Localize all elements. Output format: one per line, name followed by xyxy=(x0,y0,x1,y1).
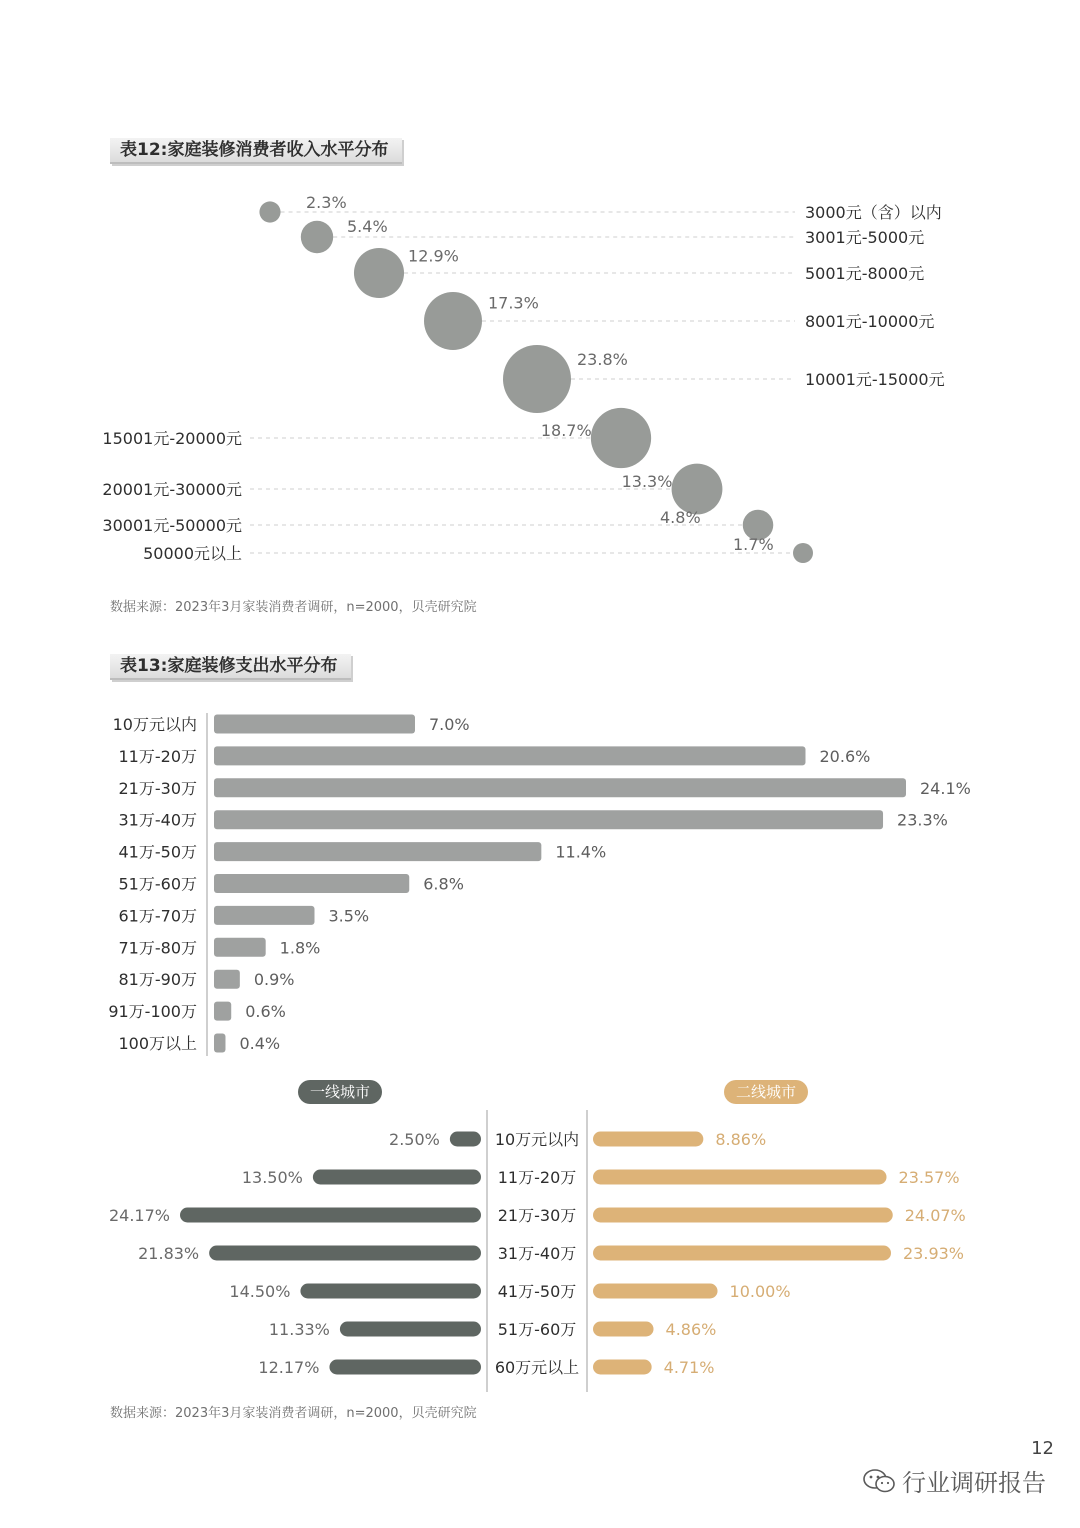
tier-category-label: 51万-60万 xyxy=(497,1320,577,1339)
wechat-icon xyxy=(862,1468,896,1494)
tier2-value-label: 24.07% xyxy=(904,1206,966,1225)
tier1-city-legend: 一线城市 xyxy=(298,1080,382,1104)
tier1-value-label: 11.33% xyxy=(268,1320,330,1339)
tier1-bar xyxy=(340,1322,481,1337)
tier2-bar xyxy=(593,1360,652,1375)
chart13-source: 数据来源：2023年3月家装消费者调研，n=2000，贝壳研究院 xyxy=(110,1406,477,1421)
chart12-title: 表12:家庭装修消费者收入水平分布 xyxy=(110,138,402,164)
spending-category-label: 91万-100万 xyxy=(108,1002,197,1022)
tier1-value-label: 13.50% xyxy=(241,1168,303,1187)
tier1-bar xyxy=(313,1170,481,1185)
tier-category-label: 11万-20万 xyxy=(497,1168,577,1187)
spending-category-label: 61万-70万 xyxy=(118,906,197,926)
income-range-label: 3001元-5000元 xyxy=(805,228,925,247)
spending-value-label: 20.6% xyxy=(819,746,871,766)
tier2-bar xyxy=(593,1284,718,1299)
spending-category-label: 11万-20万 xyxy=(118,746,197,766)
tier2-value-label: 4.86% xyxy=(665,1320,717,1339)
watermark xyxy=(862,1463,1046,1498)
income-range-label: 5001元-8000元 xyxy=(805,264,925,283)
tier2-bar xyxy=(593,1170,887,1185)
page-number: 12 xyxy=(1031,1438,1054,1459)
income-value-label: 12.9% xyxy=(408,246,459,266)
tier1-value-label: 21.83% xyxy=(138,1244,200,1263)
tier2-bar xyxy=(593,1208,893,1223)
income-value-label: 4.8% xyxy=(660,508,701,527)
tier1-value-label: 14.50% xyxy=(229,1282,291,1301)
tier2-value-label: 10.00% xyxy=(729,1282,791,1301)
spending-value-label: 0.4% xyxy=(239,1034,281,1053)
spending-category-label: 21万-30万 xyxy=(118,778,197,798)
tier-category-label: 10万元以内 xyxy=(494,1130,580,1149)
income-range-label: 10001元-15000元 xyxy=(805,370,945,389)
income-range-label: 30001元-50000元 xyxy=(102,516,242,535)
income-value-label: 17.3% xyxy=(487,293,539,313)
tier-category-label: 41万-50万 xyxy=(497,1282,577,1301)
income-value-label: 18.7% xyxy=(540,421,592,440)
income-range-label: 15001元-20000元 xyxy=(102,429,242,448)
tier2-bar xyxy=(593,1322,654,1337)
spending-category-label: 51万-60万 xyxy=(118,874,197,894)
spending-value-label: 0.9% xyxy=(253,970,295,990)
tier1-value-label: 12.17% xyxy=(258,1358,320,1377)
chart13-title: 表13:家庭装修支出水平分布 xyxy=(110,654,351,680)
income-range-label: 50000元以上 xyxy=(143,544,242,563)
spending-category-label: 41万-50万 xyxy=(118,842,197,862)
income-value-label: 23.8% xyxy=(577,349,628,369)
spending-value-label: 24.1% xyxy=(920,778,971,798)
tier1-bar xyxy=(300,1284,481,1299)
tier2-value-label: 4.71% xyxy=(663,1358,715,1377)
income-value-label: 1.7% xyxy=(733,535,774,554)
tier2-value-label: 8.86% xyxy=(715,1130,767,1149)
spending-value-label: 1.8% xyxy=(279,938,321,958)
tier1-bar xyxy=(180,1208,481,1223)
tier2-value-label: 23.57% xyxy=(898,1168,960,1187)
tier1-value-label: 2.50% xyxy=(389,1130,440,1149)
spending-value-label: 7.0% xyxy=(428,715,470,734)
spending-category-label: 71万-80万 xyxy=(118,938,197,958)
spending-value-label: 23.3% xyxy=(897,810,948,830)
income-value-label: 13.3% xyxy=(621,472,673,491)
tier-category-label: 60万元以上 xyxy=(494,1358,580,1377)
income-range-label: 20001元-30000元 xyxy=(102,480,242,499)
income-value-label: 2.3% xyxy=(306,193,347,212)
spending-value-label: 0.6% xyxy=(245,1002,286,1022)
tier1-bar xyxy=(209,1246,481,1261)
tier2-bar xyxy=(593,1132,703,1147)
tier-category-label: 31万-40万 xyxy=(497,1244,577,1263)
chart12-source: 数据来源：2023年3月家装消费者调研，n=2000，贝壳研究院 xyxy=(110,600,477,615)
spending-category-label: 81万-90万 xyxy=(118,970,197,990)
spending-value-label: 11.4% xyxy=(555,842,607,862)
tier1-value-label: 24.17% xyxy=(108,1206,170,1225)
spending-value-label: 3.5% xyxy=(328,906,370,926)
spending-category-label: 10万元以内 xyxy=(112,715,197,734)
tier2-value-label: 23.93% xyxy=(903,1244,965,1263)
spending-value-label: 6.8% xyxy=(423,874,464,894)
tier2-bar xyxy=(593,1246,891,1261)
tier1-bar xyxy=(329,1360,481,1375)
tier2-city-legend: 二线城市 xyxy=(724,1080,808,1104)
income-value-label: 5.4% xyxy=(347,217,388,236)
watermark-text: 行业调研报告 xyxy=(902,1469,1046,1497)
income-range-label: 8001元-10000元 xyxy=(805,312,935,331)
tier-category-label: 21万-30万 xyxy=(497,1206,577,1225)
tier1-bar xyxy=(450,1132,481,1147)
spending-category-label: 31万-40万 xyxy=(118,810,197,830)
spending-category-label: 100万以上 xyxy=(118,1034,197,1053)
income-range-label: 3000元（含）以内 xyxy=(805,203,942,222)
